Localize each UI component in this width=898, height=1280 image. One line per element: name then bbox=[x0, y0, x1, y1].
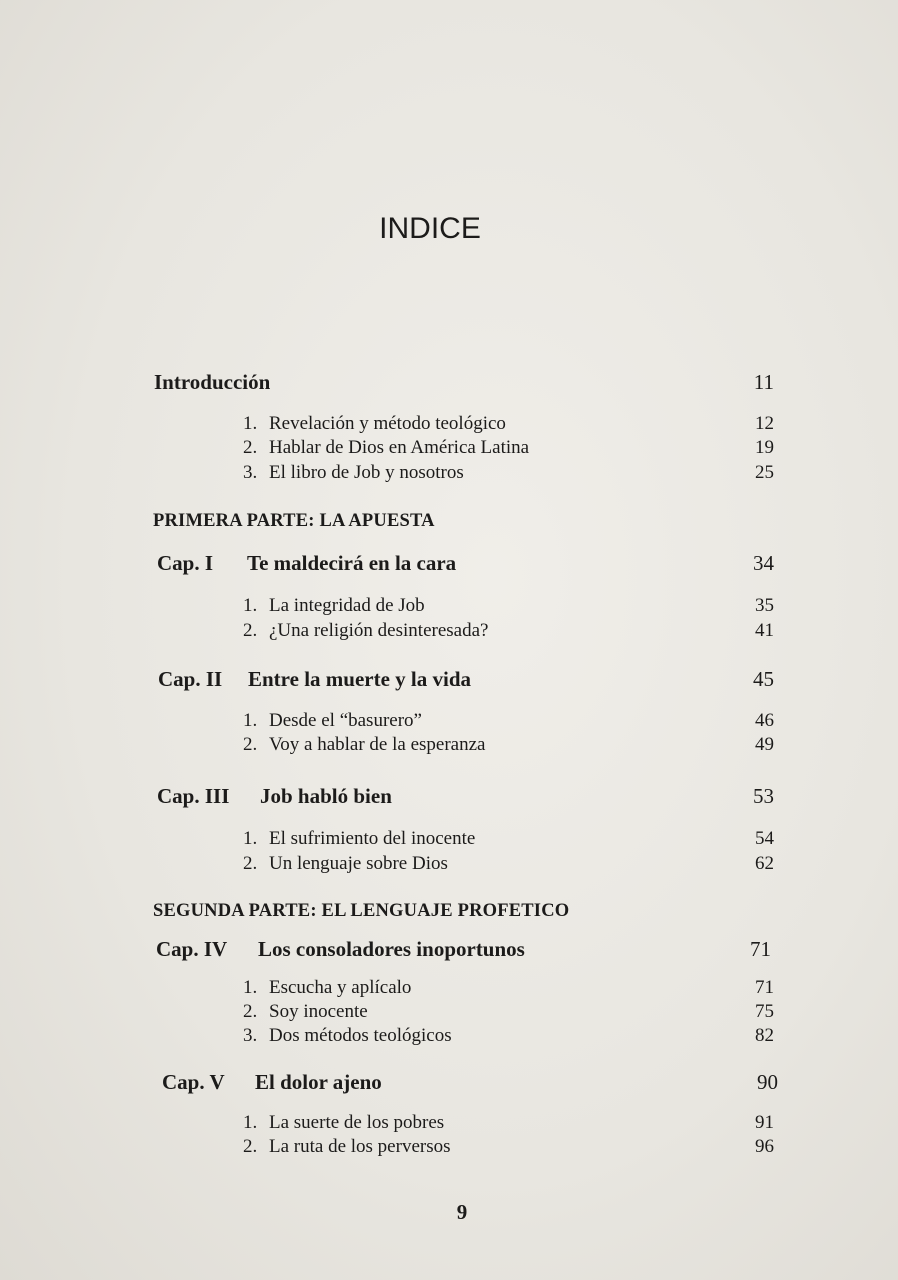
subentry-label: Voy a hablar de la esperanza bbox=[269, 734, 486, 755]
chapter-page: 71 bbox=[750, 937, 771, 961]
entry-page: 11 bbox=[753, 370, 774, 394]
subentry-label: La suerte de los pobres bbox=[269, 1112, 445, 1133]
toc-subentry bbox=[0, 462, 898, 492]
entry-label: Introducción bbox=[154, 370, 271, 394]
subentry-number: 3. bbox=[243, 462, 258, 483]
toc-subentry bbox=[0, 853, 898, 883]
toc-chapter bbox=[0, 551, 898, 581]
chapter-page: 53 bbox=[753, 784, 774, 808]
subentry-label: Un lenguaje sobre Dios bbox=[269, 853, 448, 874]
chapter-number: Cap. V bbox=[162, 1070, 225, 1094]
toc-chapter bbox=[0, 937, 898, 967]
subentry-number: 2. bbox=[243, 734, 258, 755]
chapter-number: Cap. IV bbox=[156, 937, 228, 961]
subentry-label: Escucha y aplícalo bbox=[269, 977, 412, 998]
subentry-page: 46 bbox=[755, 710, 774, 731]
subentry-number: 1. bbox=[243, 710, 258, 731]
subentry-number: 3. bbox=[243, 1025, 258, 1046]
toc-chapter bbox=[0, 667, 898, 697]
subentry-page: 41 bbox=[755, 620, 774, 641]
subentry-page: 75 bbox=[755, 1001, 774, 1022]
chapter-title: Entre la muerte y la vida bbox=[248, 667, 472, 691]
subentry-number: 1. bbox=[243, 977, 258, 998]
subentry-page: 91 bbox=[755, 1112, 774, 1133]
subentry-label: La integridad de Job bbox=[269, 595, 425, 616]
subentry-number: 2. bbox=[243, 620, 258, 641]
part-title: PRIMERA PARTE: LA APUESTA bbox=[153, 511, 435, 531]
toc-subentry bbox=[0, 1025, 898, 1055]
subentry-label: El sufrimiento del inocente bbox=[269, 828, 476, 849]
subentry-number: 2. bbox=[243, 437, 258, 458]
subentry-page: 25 bbox=[755, 462, 774, 483]
subentry-page: 82 bbox=[755, 1025, 774, 1046]
subentry-label: Revelación y método teológico bbox=[269, 413, 506, 434]
page-title: INDICE bbox=[379, 212, 481, 245]
subentry-label: Soy inocente bbox=[269, 1001, 368, 1022]
subentry-number: 2. bbox=[243, 853, 258, 874]
toc-subentry bbox=[0, 734, 898, 764]
chapter-number: Cap. I bbox=[157, 551, 214, 575]
chapter-title: Job habló bien bbox=[260, 784, 392, 808]
subentry-number: 1. bbox=[243, 828, 258, 849]
subentry-label: Desde el “basurero” bbox=[269, 710, 422, 731]
chapter-number: Cap. III bbox=[157, 784, 230, 808]
chapter-number: Cap. II bbox=[158, 667, 223, 691]
subentry-label: ¿Una religión desinteresada? bbox=[269, 620, 489, 641]
subentry-page: 12 bbox=[755, 413, 774, 434]
toc-chapter bbox=[0, 784, 898, 814]
subentry-label: El libro de Job y nosotros bbox=[269, 462, 464, 483]
subentry-number: 1. bbox=[243, 595, 258, 616]
toc-subentry bbox=[0, 620, 898, 650]
part-title: SEGUNDA PARTE: EL LENGUAJE PROFETICO bbox=[153, 901, 570, 921]
part-heading bbox=[0, 901, 898, 931]
subentry-page: 62 bbox=[755, 853, 774, 874]
subentry-page: 96 bbox=[755, 1136, 774, 1157]
chapter-page: 34 bbox=[753, 551, 774, 575]
chapter-page: 45 bbox=[753, 667, 774, 691]
subentry-number: 2. bbox=[243, 1001, 258, 1022]
subentry-label: Dos métodos teológicos bbox=[269, 1025, 452, 1046]
subentry-number: 2. bbox=[243, 1136, 258, 1157]
subentry-number: 1. bbox=[243, 1112, 258, 1133]
toc-chapter bbox=[0, 1070, 898, 1100]
subentry-label: Hablar de Dios en América Latina bbox=[269, 437, 530, 458]
chapter-page: 90 bbox=[757, 1070, 778, 1094]
subentry-page: 35 bbox=[755, 595, 774, 616]
subentry-page: 54 bbox=[755, 828, 774, 849]
part-heading bbox=[0, 511, 898, 541]
subentry-label: La ruta de los perversos bbox=[269, 1136, 451, 1157]
toc-subentry bbox=[0, 1136, 898, 1166]
toc-entry-introduccion bbox=[0, 370, 898, 400]
chapter-title: El dolor ajeno bbox=[255, 1070, 382, 1094]
chapter-title: Te maldecirá en la cara bbox=[247, 551, 457, 575]
page-number: 9 bbox=[456, 1200, 468, 1224]
subentry-number: 1. bbox=[243, 413, 258, 434]
subentry-page: 71 bbox=[755, 977, 774, 998]
subentry-page: 49 bbox=[755, 734, 774, 755]
chapter-title: Los consoladores inoportunos bbox=[258, 937, 525, 961]
subentry-page: 19 bbox=[755, 437, 774, 458]
